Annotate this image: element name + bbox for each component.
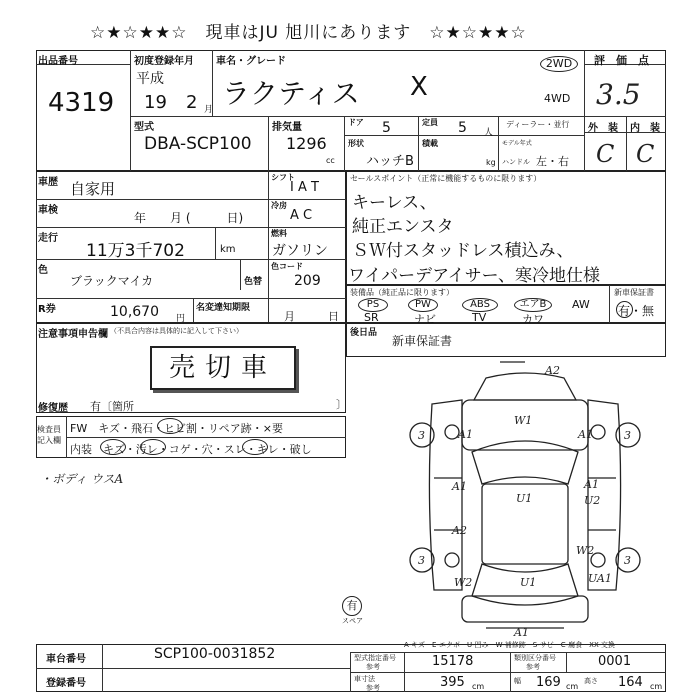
warranty-book-label: 新車保証書 [614, 288, 654, 297]
handle-label: ハンドル [502, 158, 530, 166]
mark-3-rr: 3 [624, 554, 631, 567]
equipment-leather: カワ [522, 313, 544, 326]
category-label: 類別区分番号 [514, 654, 556, 662]
fuel-label: 燃料 [271, 229, 287, 238]
exterior-label: 外 装 [588, 123, 618, 134]
era: 平成 [136, 71, 164, 87]
mark-a2-left: A2 [452, 524, 467, 537]
equipment-airbag: エアB [514, 298, 552, 312]
spare-label: 有 [346, 599, 358, 612]
mark-w2-right: W2 [576, 544, 595, 557]
category-value: 0001 [598, 654, 632, 669]
interior-line: 内装 キズ・汚レ・コゲ・穴・スレ・キレ・破し [70, 443, 312, 456]
model-name-label: 車名・グレード [216, 56, 286, 67]
equipment-navi: ナビ [414, 313, 436, 326]
mark-circle-wear [242, 439, 268, 455]
model-name: ラクティス [222, 77, 360, 110]
warranty-options: 有・無 [618, 304, 655, 318]
equipment-label: 装備品（純正品に限ります） [350, 288, 454, 297]
repair-label: 修復歴 [38, 403, 68, 414]
ref-label-2: 参考 [526, 663, 540, 671]
mark-a1-rear: A1 [514, 626, 529, 639]
interior-label: 内 装 [630, 123, 660, 134]
damage-legend: A-キズ E-エクボ U-凹み W-補修跡 S-サビ C-腐食 XX-交換 [404, 641, 615, 649]
doors-label: ドア [348, 118, 364, 127]
spare-text: スペア [342, 617, 363, 625]
mark-u2-right: U2 [584, 494, 601, 507]
car-damage-diagram [400, 360, 650, 640]
mark-a2-top: A2 [545, 364, 560, 377]
doors-value: 5 [382, 120, 391, 136]
shift-value: I A T [290, 180, 319, 195]
mark-3-fl: 3 [418, 429, 425, 442]
displacement-value: 1296 [286, 134, 327, 153]
ac-label: 冷房 [271, 201, 287, 210]
equipment-abs: ABS [462, 298, 498, 312]
mark-a1-left-front: A1 [458, 428, 473, 441]
history-label: 車歴 [38, 177, 58, 188]
mark-u1-center: U1 [516, 492, 533, 505]
capacity-label: 定員 [422, 118, 438, 127]
recycle-value: 10,670 [110, 304, 159, 320]
banner: ☆★☆★★☆ 現車はJU 旭川にあります ☆★☆★★☆ [90, 23, 527, 43]
sales-point-4: ワイパーデアイサー、寒冷地仕様 [348, 266, 600, 286]
fw-line: FW キズ・飛石・ヒビ割・リペア跡・×要 [70, 422, 283, 435]
grade: X [410, 72, 428, 102]
first-reg-label: 初度登録年月 [134, 56, 194, 67]
color-value: ブラックマイカ [70, 274, 154, 288]
spare-circle [342, 596, 362, 616]
rating-label: 評 価 点 [594, 54, 649, 67]
mileage-label: 走行 [38, 233, 58, 244]
mark-a1-left-mid: A1 [452, 480, 467, 493]
month-unit: 月 [204, 105, 214, 115]
recycle-label: R券 [38, 304, 56, 315]
load-unit: kg [486, 158, 496, 167]
equipment-pw: PW [408, 298, 438, 312]
type-value: DBA-SCP100 [144, 134, 252, 154]
mark-ua1: UA1 [588, 572, 612, 585]
height-label: 高さ [584, 677, 598, 685]
remarks-label: 後日品 [350, 328, 378, 338]
model-year-label: モデル年式 [502, 140, 532, 147]
lot-label: 出品番号 [38, 56, 78, 67]
mark-a1-right-front: A1 [578, 428, 593, 441]
mileage-unit: km [220, 244, 236, 255]
month: 2 [186, 92, 198, 113]
spare-tire [342, 596, 363, 626]
notes-sub: （不具合内容は具体的に記入して下さい） [110, 327, 243, 335]
notes-label: 注意事項申告欄 [38, 329, 108, 340]
displacement-unit: cc [326, 156, 335, 165]
ref-label-3: 参考 [366, 684, 380, 692]
stamp-text: 売切車 [168, 353, 277, 383]
sales-point-1: キーレス、 [352, 193, 437, 213]
handwritten-note: ・ボディ ウスA [40, 472, 124, 486]
sales-point-2: 純正エンスタ [352, 217, 454, 237]
capacity-unit: 人 [484, 128, 494, 138]
shift-label: シフト [271, 173, 295, 182]
drive-4wd: 4WD [544, 92, 571, 105]
width-label: 幅 [514, 677, 521, 685]
ref-label-1: 参考 [366, 663, 380, 671]
repair-value: 有〔箇所 [90, 400, 134, 413]
rating-value: 3.5 [596, 78, 641, 111]
shape-label: 形状 [348, 139, 364, 148]
designation-value: 15178 [432, 654, 474, 669]
color-label: 色 [38, 265, 48, 276]
inspector-label: 検査員記入欄 [37, 425, 61, 445]
registration-label: 登録番号 [46, 678, 86, 689]
length-label: 車寸法 [354, 675, 375, 683]
chassis-label: 車台番号 [46, 654, 86, 665]
dealer-label: ディーラー・並行 [506, 120, 570, 129]
drive-2wd: 2WD [540, 56, 578, 72]
year: 19 [144, 92, 167, 113]
height-value: 164 [618, 675, 643, 690]
mileage-value: 11万3千702 [86, 241, 185, 261]
color-code-value: 209 [294, 273, 321, 289]
inspection-value: 年 月 ( 日) [134, 211, 244, 225]
mark-a1-right-mid: A1 [584, 478, 599, 491]
height-unit: cm [650, 682, 663, 691]
color-code-label: 色コード [271, 262, 303, 271]
width-value: 169 [536, 675, 561, 690]
equipment-aw: AW [572, 298, 590, 311]
equipment-tv: TV [472, 311, 487, 324]
mark-w1: W1 [514, 414, 533, 427]
warranty-circle [616, 301, 633, 318]
stamp [150, 346, 296, 390]
load-label: 積載 [422, 139, 438, 148]
exterior-grade: C [596, 140, 615, 168]
sales-points-label: セールスポイント（正常に機能するものに限ります） [350, 174, 542, 183]
equipment-sr: SR [364, 311, 379, 324]
displacement-label: 排気量 [272, 122, 302, 133]
lot-number: 4319 [48, 88, 115, 118]
chassis-value: SCP100-0031852 [154, 646, 276, 662]
ac-value: A C [290, 208, 313, 223]
inspection-label: 車検 [38, 205, 58, 216]
notice-value: 月 日 [284, 310, 339, 323]
repaint-label: 色替 [244, 277, 263, 287]
interior-grade: C [636, 140, 655, 168]
mark-circle-chip [157, 418, 183, 434]
history-value: 自家用 [70, 180, 116, 198]
fuel-value: ガソリン [272, 243, 328, 259]
recycle-unit: 円 [176, 314, 186, 324]
mark-u1-rear: U1 [520, 576, 537, 589]
designation-label: 型式指定番号 [354, 654, 396, 662]
mark-w2-left: W2 [454, 576, 473, 589]
type-label: 型式 [134, 122, 154, 133]
length-value: 395 [440, 675, 465, 690]
capacity-value: 5 [458, 120, 467, 136]
sales-point-3: ＳＷ付スタッドレス積込み、 [352, 241, 574, 261]
width-unit: cm [566, 682, 579, 691]
mark-3-fr: 3 [624, 429, 631, 442]
length-unit: cm [472, 682, 485, 691]
mark-circle-scratch [100, 439, 126, 455]
mark-3-rl: 3 [418, 554, 425, 567]
shape-value: ハッチB [366, 154, 414, 169]
remarks-value: 新車保証書 [392, 334, 453, 348]
equipment-ps: PS [358, 298, 388, 312]
handle-value: 左・右 [536, 155, 569, 168]
notice-label: 名変達知期限 [196, 303, 251, 313]
mark-circle-stain [140, 439, 166, 455]
